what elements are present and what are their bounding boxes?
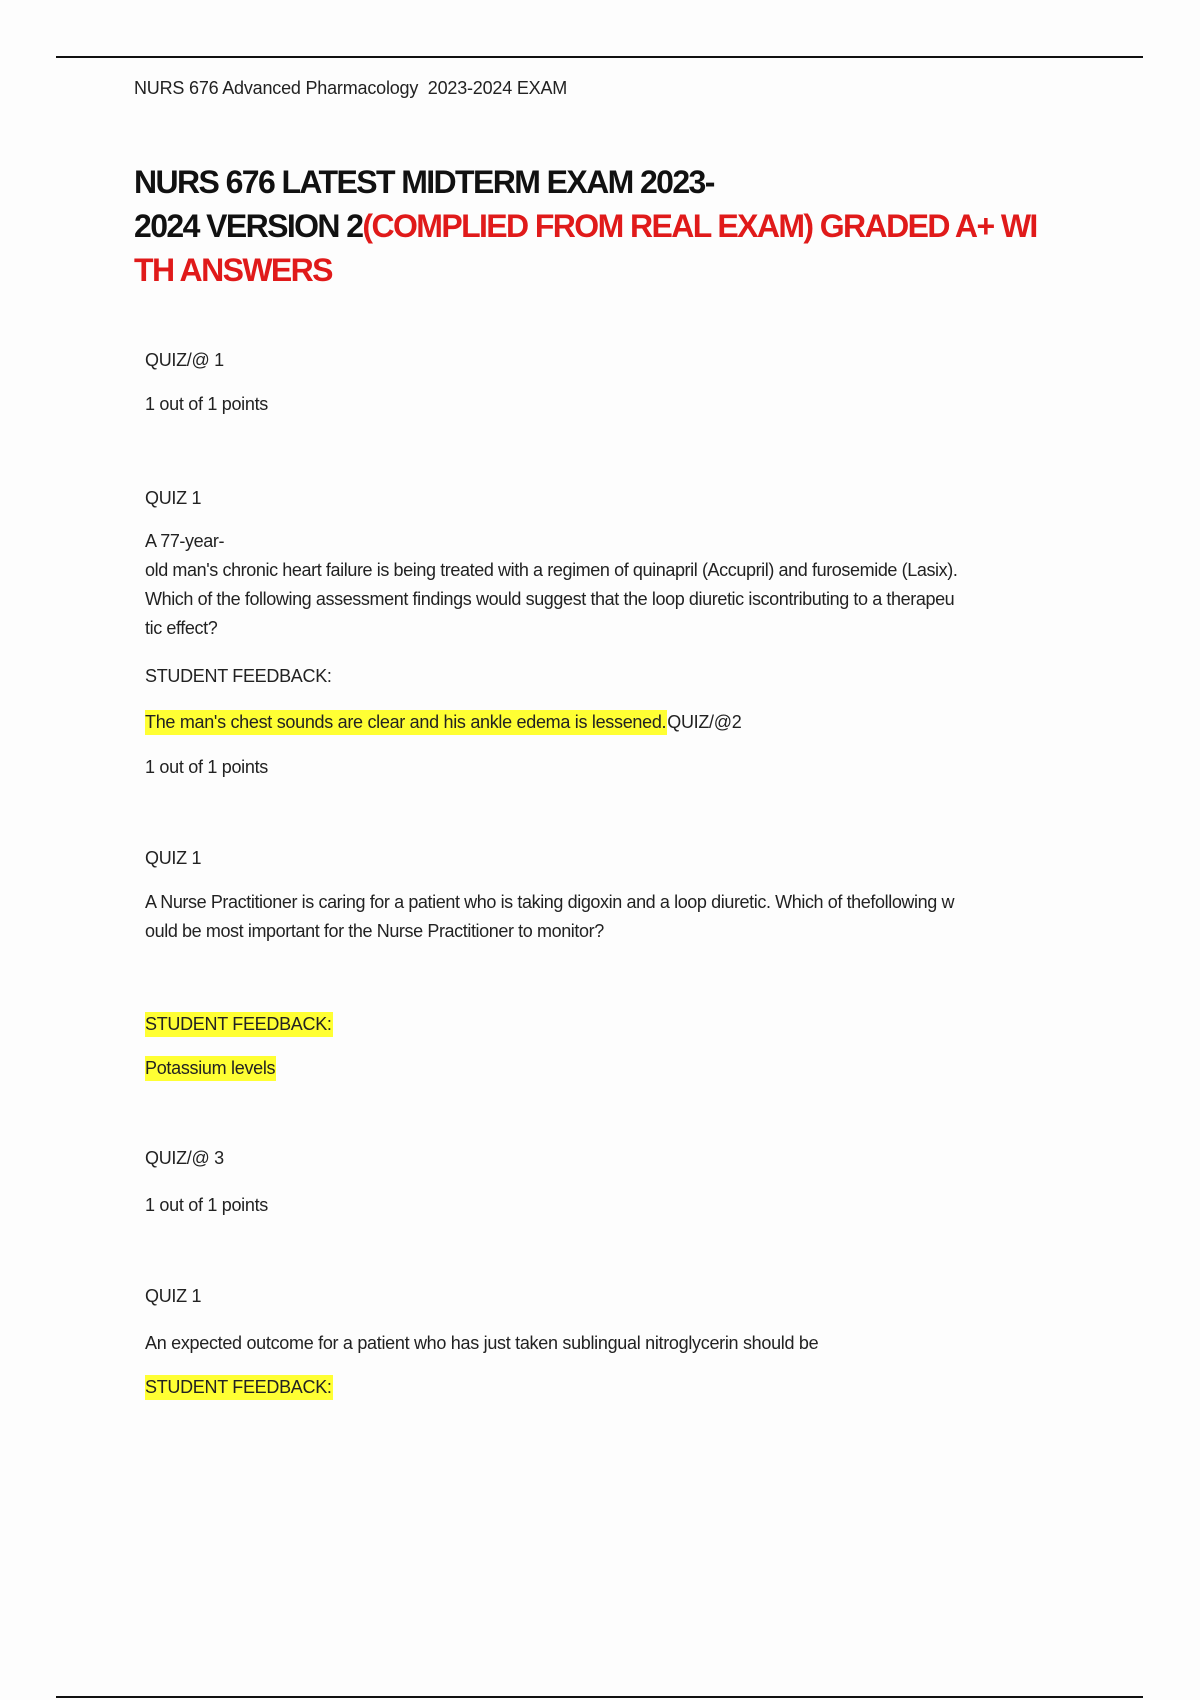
question-line: Which of the following assessment findings would suggest that the loop diuretic iscontributing to a therapeu <box>145 589 955 609</box>
feedback-label-highlighted <box>145 1012 333 1036</box>
title-line-2-red: (COMPLIED FROM REAL EXAM) GRADED A+ WI <box>362 208 1037 244</box>
quiz-marker: QUIZ/@ 1 <box>145 350 224 370</box>
question-line: tic effect? <box>145 618 218 638</box>
answer-line <box>145 710 741 734</box>
question-line: A 77-year- <box>145 531 225 551</box>
question-line: old man's chronic heart failure is being treated with a regimen of quinapril (Accupril) and furosemide (Lasix). <box>145 560 958 580</box>
title-line-3-red: TH ANSWERS <box>134 252 332 288</box>
points-text: 1 out of 1 points <box>145 757 268 777</box>
highlighted-feedback-label: STUDENT FEEDBACK: <box>145 1012 333 1037</box>
feedback-label-highlighted <box>145 1375 333 1399</box>
highlighted-feedback-label: STUDENT FEEDBACK: <box>145 1375 333 1400</box>
quiz-label: QUIZ 1 <box>145 848 202 868</box>
title-line-2-black: 2024 VERSION 2 <box>134 208 363 244</box>
highlighted-answer: Potassium levels <box>145 1056 276 1081</box>
quiz-label: QUIZ 1 <box>145 488 202 508</box>
question-line: A Nurse Practitioner is caring for a patient who is taking digoxin and a loop diuretic. Which of thefollowing w <box>145 892 955 912</box>
question-line: ould be most important for the Nurse Practitioner to monitor? <box>145 921 604 941</box>
quiz-label: QUIZ 1 <box>145 1286 202 1306</box>
points-text: 1 out of 1 points <box>145 1195 268 1215</box>
top-rule <box>56 56 1143 58</box>
feedback-label: STUDENT FEEDBACK: <box>145 666 332 686</box>
question-text: An expected outcome for a patient who has just taken sublingual nitroglycerin should be <box>145 1333 819 1353</box>
title-line-1: NURS 676 LATEST MIDTERM EXAM 2023- <box>134 164 714 200</box>
question-text <box>145 527 1105 643</box>
answer-line <box>145 1056 276 1080</box>
quiz-marker: QUIZ/@2 <box>667 712 742 732</box>
bottom-rule <box>56 1696 1143 1698</box>
highlighted-answer: The man's chest sounds are clear and his ankle edema is lessened. <box>145 710 667 735</box>
quiz-marker: QUIZ/@ 3 <box>145 1148 224 1168</box>
document-title <box>134 160 1094 292</box>
question-text <box>145 888 1105 946</box>
running-header: NURS 676 Advanced Pharmacology 2023-2024 EXAM <box>134 78 568 98</box>
points-text: 1 out of 1 points <box>145 394 268 414</box>
